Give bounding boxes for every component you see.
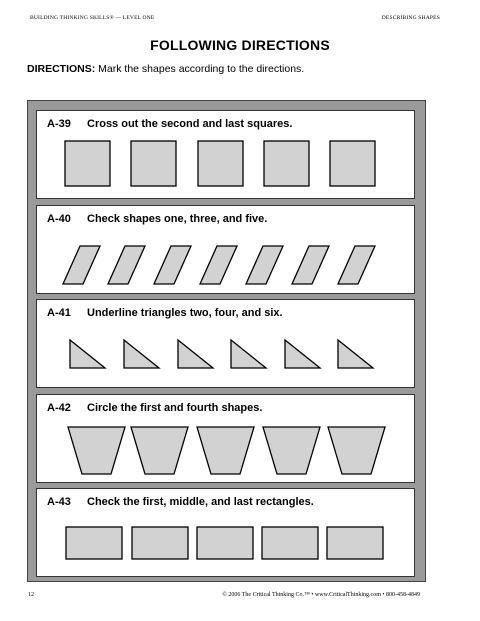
exercise-panel-a39 [36, 110, 415, 199]
rectangle-icon[interactable] [66, 527, 122, 559]
trapezoid-icon[interactable] [263, 427, 320, 474]
exercise-panel-a42 [36, 394, 415, 483]
exercise-code: A-40 [47, 213, 71, 225]
parallelogram-icon[interactable] [292, 246, 329, 284]
directions [27, 63, 304, 75]
parallelogram-icon[interactable] [246, 246, 283, 284]
directions-text: Mark the shapes according to the directions. [98, 63, 305, 75]
trapezoid-icon[interactable] [328, 427, 385, 474]
exercise-code: A-42 [47, 402, 71, 414]
shape-row [37, 395, 413, 481]
directions-label: DIRECTIONS: [27, 63, 96, 75]
square-icon[interactable] [198, 141, 243, 186]
trapezoid-icon[interactable] [197, 427, 254, 474]
exercise-panel-a43 [36, 488, 415, 577]
trapezoid-icon[interactable] [131, 427, 188, 474]
rectangle-icon[interactable] [262, 527, 318, 559]
shape-row [37, 489, 413, 575]
exercise-panel-a40 [36, 205, 415, 294]
rectangle-icon[interactable] [197, 527, 253, 559]
exercise-panel-a41 [36, 299, 415, 388]
shape-row [37, 206, 413, 292]
trapezoid-icon[interactable] [68, 427, 125, 474]
exercise-instruction: Cross out the second and last squares. [87, 118, 293, 130]
parallelogram-icon[interactable] [200, 246, 237, 284]
header-series-title: BUILDING THINKING SKILLS® — LEVEL ONE [30, 15, 155, 21]
exercise-instruction: Circle the first and fourth shapes. [87, 402, 263, 414]
exercise-instruction: Underline triangles two, four, and six. [87, 307, 283, 319]
exercise-instruction: Check the first, middle, and last rectangles. [87, 496, 314, 508]
parallelogram-icon[interactable] [338, 246, 375, 284]
right-triangle-icon[interactable] [285, 340, 320, 368]
page-number: 12 [28, 592, 34, 598]
right-triangle-icon[interactable] [70, 340, 105, 368]
header-section-title: DESCRIBING SHAPES [381, 15, 440, 21]
square-icon[interactable] [65, 141, 110, 186]
shape-row [37, 111, 413, 197]
right-triangle-icon[interactable] [338, 340, 373, 368]
square-icon[interactable] [264, 141, 309, 186]
rectangle-icon[interactable] [327, 527, 383, 559]
exercise-code: A-43 [47, 496, 71, 508]
rectangle-icon[interactable] [132, 527, 188, 559]
square-icon[interactable] [330, 141, 375, 186]
shape-row [37, 300, 413, 386]
exercise-instruction: Check shapes one, three, and five. [87, 213, 268, 225]
square-icon[interactable] [131, 141, 176, 186]
exercise-code: A-39 [47, 118, 71, 130]
copyright: © 2006 The Critical Thinking Co.™ • www.CriticalThinking.com • 800-458-4849 [222, 592, 420, 598]
parallelogram-icon[interactable] [154, 246, 191, 284]
exercise-code: A-41 [47, 307, 71, 319]
parallelogram-icon[interactable] [108, 246, 145, 284]
right-triangle-icon[interactable] [231, 340, 266, 368]
right-triangle-icon[interactable] [124, 340, 159, 368]
page-title: FOLLOWING DIRECTIONS [150, 37, 330, 53]
parallelogram-icon[interactable] [63, 246, 100, 284]
right-triangle-icon[interactable] [178, 340, 213, 368]
